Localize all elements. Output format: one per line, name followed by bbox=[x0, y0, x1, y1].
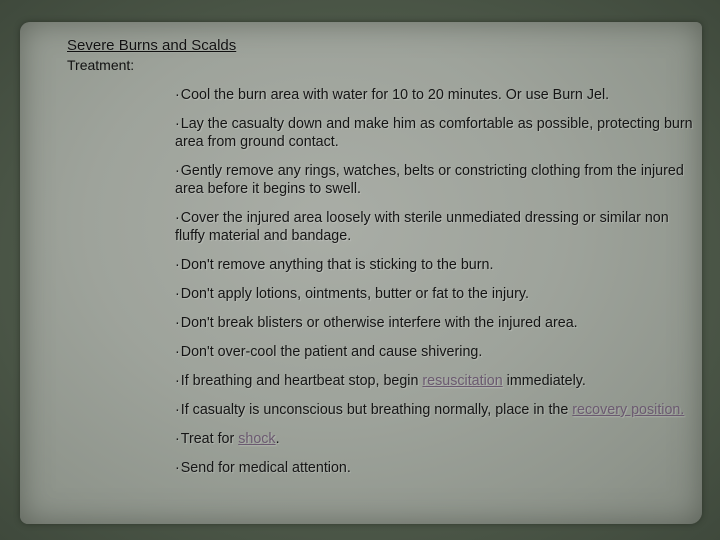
bullet-icon: · bbox=[175, 116, 180, 132]
bullet-icon: · bbox=[175, 344, 180, 360]
list-item bbox=[175, 115, 695, 151]
bullet-icon: · bbox=[175, 431, 180, 447]
item-text: Don't break blisters or otherwise interfere with the injured area. bbox=[180, 315, 578, 331]
list-item bbox=[175, 401, 695, 419]
item-text: Don't over-cool the patient and cause shivering. bbox=[180, 344, 483, 360]
list-item bbox=[175, 162, 695, 198]
item-text: Treat for bbox=[180, 431, 239, 447]
list-item bbox=[175, 314, 695, 332]
list-item bbox=[175, 459, 695, 477]
bullet-icon: · bbox=[175, 315, 180, 331]
shock-link[interactable]: shock bbox=[238, 431, 276, 447]
list-item bbox=[175, 209, 695, 245]
list-item bbox=[175, 343, 695, 361]
item-text: Don't remove anything that is sticking to the burn. bbox=[180, 257, 494, 273]
item-text-end: . bbox=[275, 431, 280, 447]
item-text: Send for medical attention. bbox=[180, 460, 351, 476]
list-item bbox=[175, 86, 695, 104]
resuscitation-link[interactable]: resuscitation bbox=[422, 373, 503, 389]
recovery-position-link[interactable]: recovery position. bbox=[572, 402, 685, 418]
item-text: Gently remove any rings, watches, belts or constricting clothing from the injured area before it begins to swell. bbox=[175, 163, 684, 197]
item-text: If casualty is unconscious but breathing normally, place in the bbox=[180, 402, 573, 418]
slide-title: Severe Burns and Scalds bbox=[67, 37, 237, 54]
list-item bbox=[175, 372, 695, 390]
slide-subtitle: Treatment: bbox=[67, 57, 135, 73]
list-item bbox=[175, 430, 695, 448]
item-text: Cover the injured area loosely with sterile unmediated dressing or similar non fluffy material and bandage. bbox=[175, 210, 669, 244]
item-text: If breathing and heartbeat stop, begin bbox=[180, 373, 423, 389]
bullet-icon: · bbox=[175, 257, 180, 273]
bullet-icon: · bbox=[175, 210, 180, 226]
bullet-icon: · bbox=[175, 460, 180, 476]
list-item bbox=[175, 256, 695, 274]
item-text-end: immediately. bbox=[502, 373, 586, 389]
item-text: Cool the burn area with water for 10 to 20 minutes. Or use Burn Jel. bbox=[180, 87, 610, 103]
bullet-icon: · bbox=[175, 87, 180, 103]
bullet-icon: · bbox=[175, 402, 180, 418]
item-text: Lay the casualty down and make him as comfortable as possible, protecting burn area from ground contact. bbox=[175, 116, 693, 150]
item-text: Don't apply lotions, ointments, butter or fat to the injury. bbox=[180, 286, 529, 302]
bullet-icon: · bbox=[175, 286, 180, 302]
bullet-icon: · bbox=[175, 373, 180, 389]
treatment-list bbox=[175, 86, 695, 488]
bullet-icon: · bbox=[175, 163, 180, 179]
list-item bbox=[175, 285, 695, 303]
